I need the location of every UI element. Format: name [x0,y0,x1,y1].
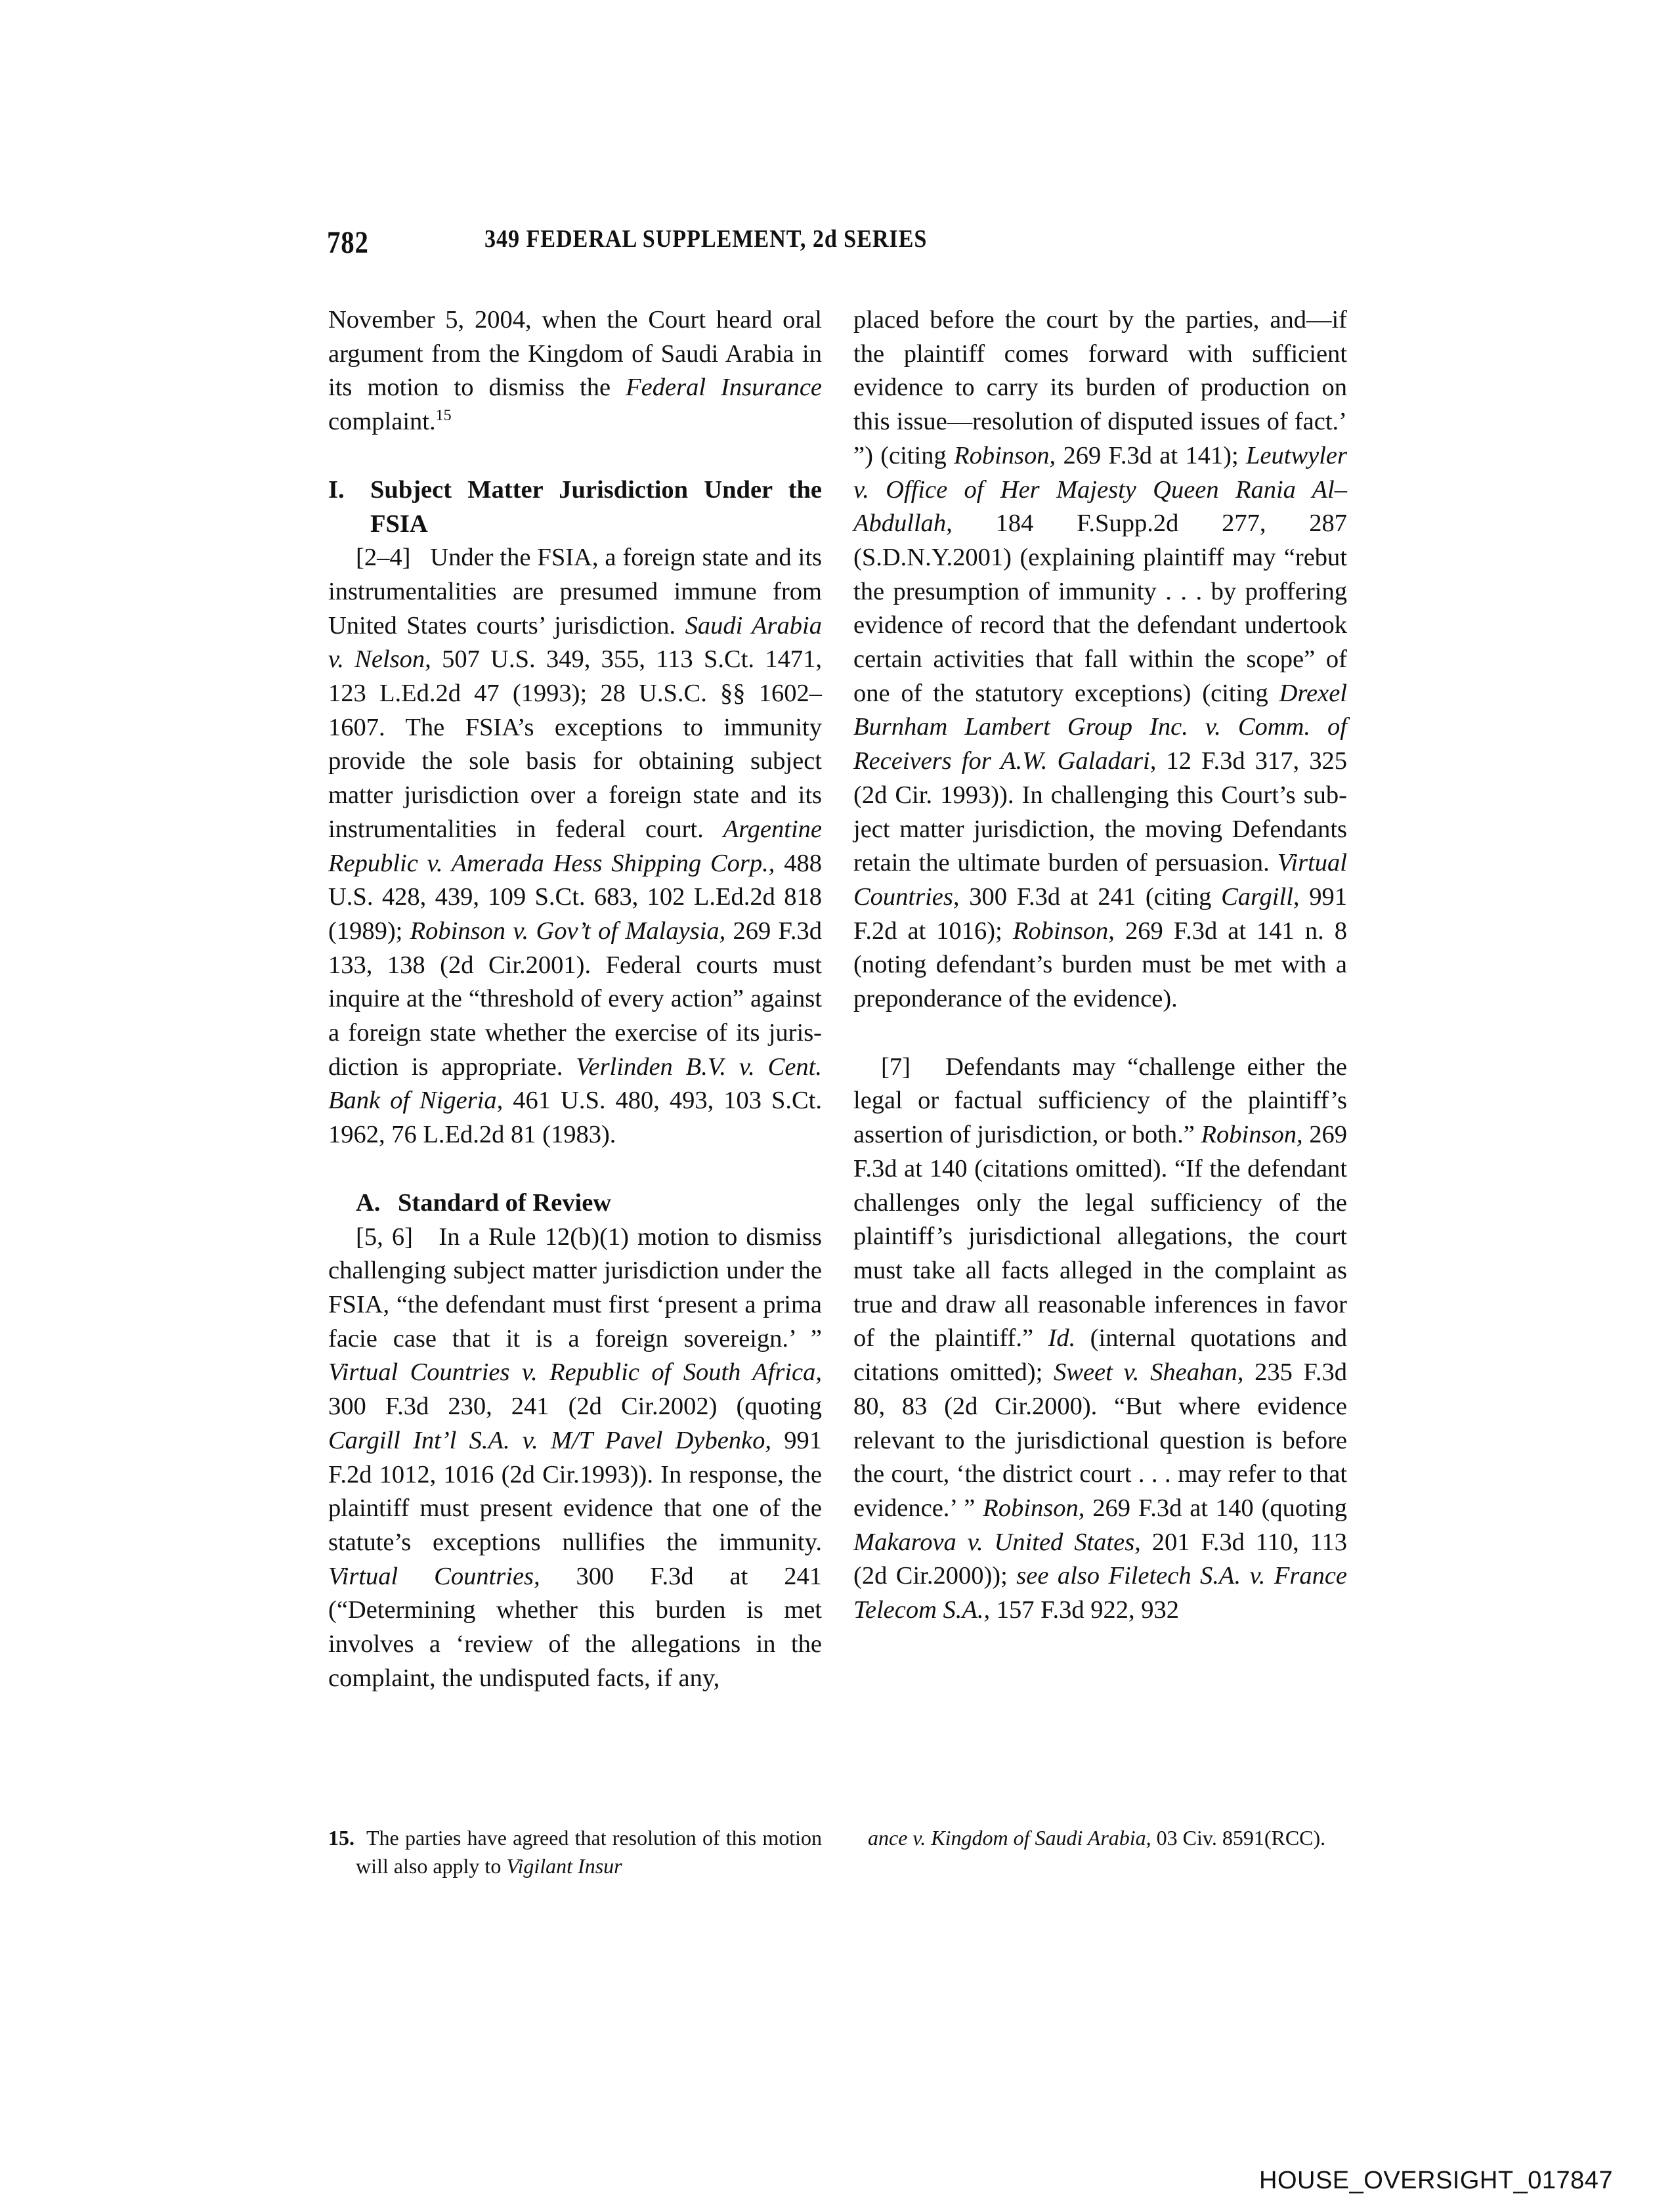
citation-signal: Id. [1048,1324,1076,1353]
page-header [327,217,1351,269]
case-name: Cargill Int’l S.A. v. M/T Pavel Dybenko, [328,1426,771,1454]
section-heading-A [328,1186,822,1221]
case-name: Argentine Republic v. Amerada Hess Shipping Corp., [328,815,822,877]
headnote-key: [7] [881,1052,911,1081]
paragraph-5-6: [5, 6] In a Rule 12(b)(1) motion to dismiss challenging subject matter jurisdiction under the FSIA, “the defendant must first ‘present a prima facie case that it is a foreign sovereign.’ ” Virtual Countries v. Republic of South Africa, 300 F.3d 230, 241 (2d Cir.2002) (quoting Cargill Int’l S.A. v. M/T Pavel Dybenko, 991 F.2d 1012, 1016 (2d Cir.1993)). In response, the plaintiff must present evidence that one of the statute’s exceptions nullifies the immunity. Virtual Countries, 300 F.3d at 241 (“Determining whether this burden is met involves a ‘review of the allegations in the complaint, the undisputed facts, if any, [328,1223,822,1692]
case-name: Virtual Countries, [853,849,1347,911]
footnote-15: 15. The parties have agreed that resolution of this motion will also apply to Vigilant Insur [328,1826,822,1878]
case-name: see also Filetech S.A. v. France Telecom S.A., [853,1562,1347,1624]
section-title: Subject Matter Jurisdiction Under the FSIA [370,475,822,538]
case-name: Robinson, [983,1494,1085,1522]
case-name: Leutwyler v. Office of Her Majesty Queen Rania Al–Abdullah, [853,441,1347,538]
footnote-ref-15[interactable]: 15 [435,407,452,425]
paragraph-continued: placed before the court by the parties, and—if the plaintiff comes forward with sufficient evidence to carry its burden of production on this issue—resolution of disputed issues of fact.’ ”) (citing Robinson, 269 F.3d at 141); Leutwyler v. Office of Her Majesty Queen Rania Al–Abdullah, 184 F.Supp.2d 277, 287 (S.D.N.Y.2001) (explaining plaintiff may “rebut the presumption of immunity . . . by proffering evidence of record that the defendant undertook certain activities that fall within the scope” of one of the statutory exceptions) (citing Drexel Burnham Lambert Group Inc. v. Comm. of Receivers for A.W. Galadari, 12 F.3d 317, 325 (2d Cir. 1993)). In challenging this Court’s subject matter jurisdiction, the moving Defendants retain the ultimate burden of persuasion. Virtual Countries, 300 F.3d at 241 (citing Cargill, 991 F.2d at 1016); Robinson, 269 F.3d at 141 n. 8 (noting defendant’s burden must be met with a preponderance of the evidence). [853,306,1347,1013]
headnote-key: [2–4] [356,544,411,572]
section-title: Standard of Review [398,1188,612,1217]
footnote-15-continued: ance v. Kingdom of Saudi Arabia, 03 Civ. 8591(RCC). [868,1826,1326,1850]
case-name: Robinson, [1201,1121,1303,1149]
paragraph-7: [7] Defendants may “challenge either the legal or factual sufficiency of the plaintiff’s assertion of jurisdiction, or both.” Robinson, 269 F.3d at 140 (citations omitted). “If the defendant challenges only the legal sufficiency of the plaintiff’s jurisdictional allegations, the court must take all facts alleged in the complaint as true and draw all reasonable inferences in favor of the plaintiff.” Id. (internal quotations and citations omitted); Sweet v. Sheahan, 235 F.3d 80, 83 (2d Cir.2000). “But where evidence relevant to the jurisdictional question is before the court, ‘the district court . . . may refer to that evidence.’ ” Robinson, 269 F.3d at 140 (quoting Makarova v. United States, 201 F.3d 110, 113 (2d Cir.2000)); see also Filetech S.A. v. France Telecom S.A., 157 F.3d 922, 932 [853,1052,1348,1624]
case-name: Robinson, [954,441,1056,469]
headnote-key: [5, 6] [356,1223,413,1251]
case-name: Vigilant Insur [506,1854,622,1878]
footnote-number: 15. [328,1826,354,1850]
case-name: Robinson, [1012,917,1115,945]
case-name: Cargill, [1221,882,1300,911]
case-name: Saudi Arabia v. Nelson, [328,611,822,674]
running-head: 349 FEDERAL SUPPLEMENT, 2d SERIES [484,225,928,253]
case-name: Virtual Countries v. Republic of South Africa, [328,1358,822,1387]
case-name: Verlinden B.V. v. Cent. Bank of Nigeria, [328,1052,822,1115]
page-number: 782 [327,225,369,260]
case-name: Makarova v. United States, [853,1528,1141,1556]
section-number: A. [356,1188,381,1217]
case-name: ance v. Kingdom of Saudi Arabia, [868,1826,1151,1850]
case-name: Robinson v. Gov’t of Malaysia, [410,917,726,945]
paragraph-intro: November 5, 2004, when the Court heard oral argument from the Kingdom of Saudi Arabia in its motion to dismiss the Federal Insurance complaint.$^{15}$ [328,306,823,436]
bates-stamp: HOUSE_OVERSIGHT_017847 [1259,2167,1614,2194]
case-name: Virtual Countries, [328,1562,540,1590]
section-number: I. [328,475,345,504]
case-name: Sweet v. Sheahan, [1054,1358,1244,1387]
right-column [853,303,1347,1628]
case-name: Federal Insurance [626,374,823,402]
left-column [328,303,822,1695]
case-name: Drexel Burnham Lambert Group Inc. v. Comm. of Receivers for A.W. Galadari, [853,679,1347,775]
paragraph-2-4: [2–4] Under the FSIA, a foreign state and its instrumentalities are presumed immune from United States courts’ jurisdiction. Saudi Arabia v. Nelson, 507 U.S. 349, 355, 113 S.Ct. 1471, 123 L.Ed.2d 47 (1993); 28 U.S.C. §§ 1602–1607. The FSIA’s exceptions to immunity provide the sole basis for obtaining subject matter jurisdiction over a foreign state and its instrumentalities in federal court. Argentine Republic v. Amerada Hess Shipping Corp., 488 U.S. 428, 439, 109 S.Ct. 683, 102 L.Ed.2d 818 (1989); Robinson v. Gov’t of Malaysia, 269 F.3d 133, 138 (2d Cir.2001). Federal courts must inquire at the “threshold of every action” against a foreign state whether the exercise of its jurisdiction is appropriate. Verlinden B.V. v. Cent. Bank of Nigeria, 461 U.S. 480, 493, 103 S.Ct. 1962, 76 L.Ed.2d 81 (1983). [328,544,823,1149]
section-heading-I [328,473,822,541]
